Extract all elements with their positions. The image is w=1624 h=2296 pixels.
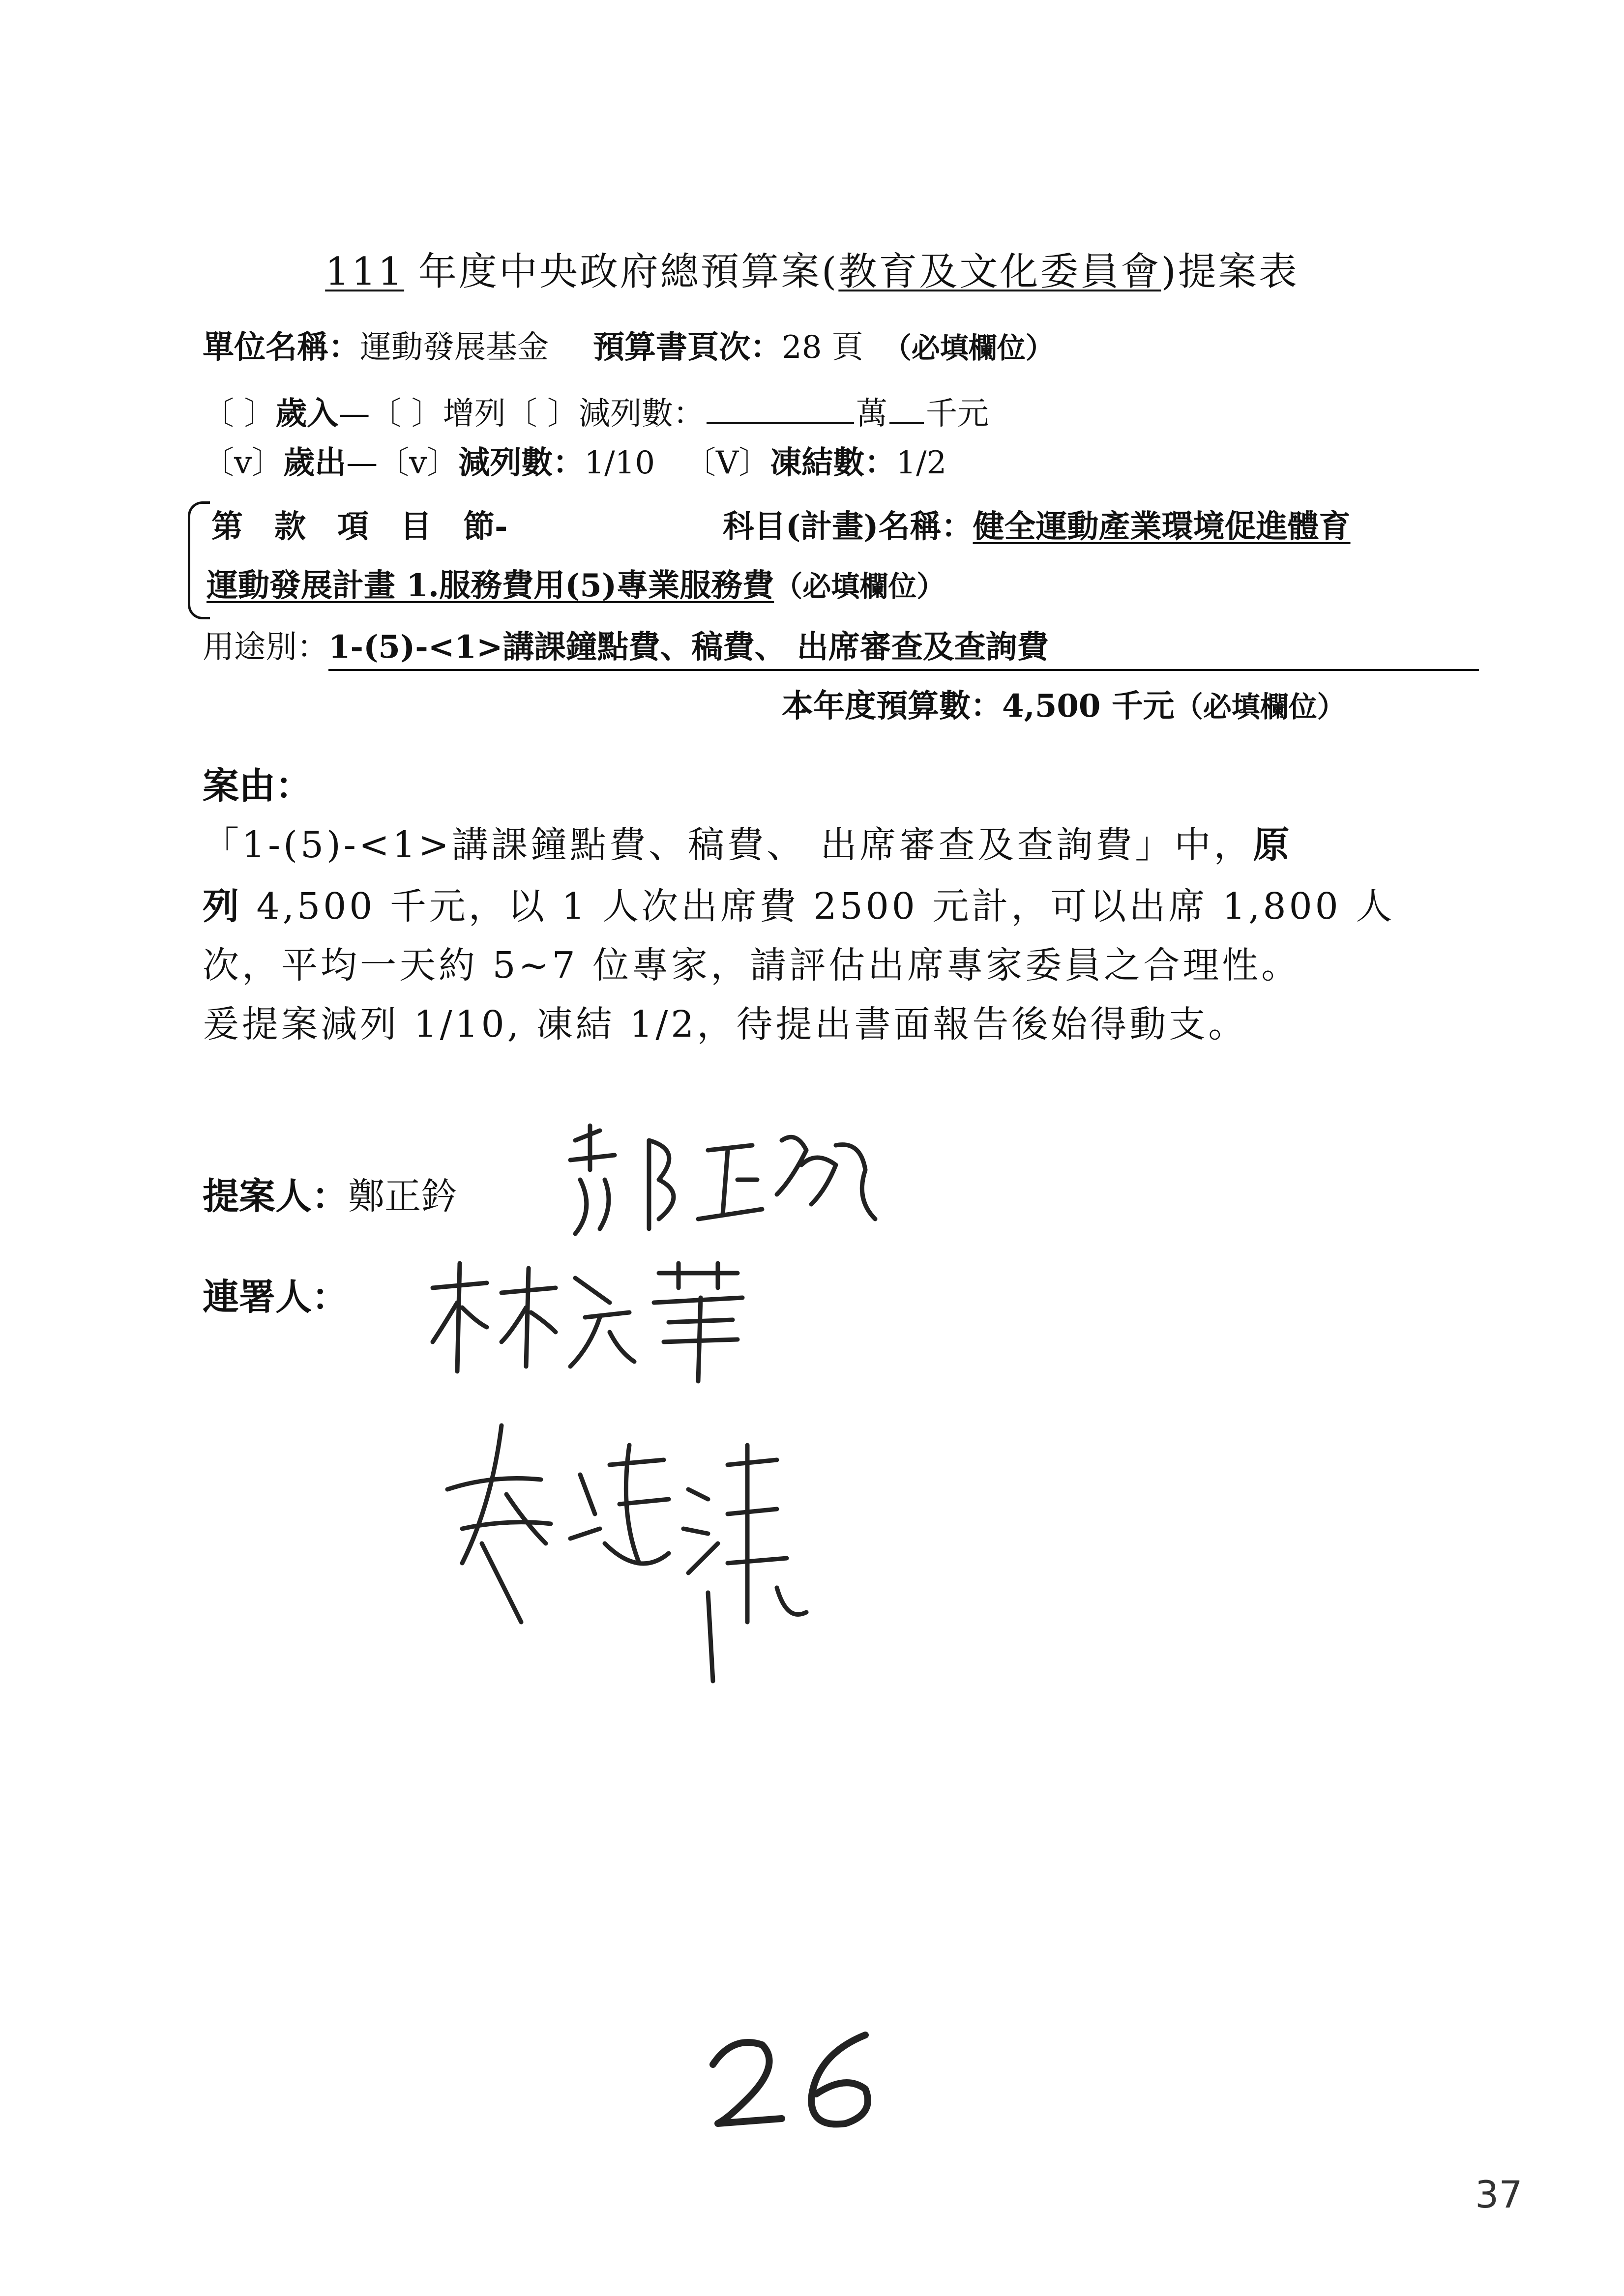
reason-line-1-text: 「1-(5)-<1>講課鐘點費、稿費、 出席審查及查詢費」中， (203, 824, 1253, 866)
handwritten-page-number (703, 2025, 910, 2138)
proposer-name: 鄭正鈐 (348, 1175, 457, 1218)
reason-line-3: 次，平均一天約 5~7 位專家，請評估出席專家委員之合理性。 (203, 944, 1301, 987)
subject-value-2: 運動發展計畫 1.服務費用(5)專業服務費 (207, 567, 774, 604)
expenditure-label: 歲出 (283, 444, 347, 481)
title-year: 111 (325, 250, 405, 294)
reason-line-2 (203, 877, 1395, 930)
section-required-note: （必填欄位） (774, 570, 945, 603)
revenue-box-2: 〔 〕 (370, 396, 443, 432)
proposer-label: 提案人： (203, 1175, 348, 1218)
section-chapter-labels: 第 款 項 目 節- (211, 508, 508, 545)
budget-line (782, 681, 1346, 726)
title-committee: 教育及文化委員會 (838, 250, 1161, 294)
expenditure-decrease-label: 減列數： (458, 444, 585, 481)
reason-line-1 (203, 816, 1293, 868)
reason-heading: 案由： (203, 765, 312, 807)
revenue-unit-qian: 千元 (926, 396, 989, 432)
expenditure-box-2: 〔v〕 (378, 445, 459, 481)
expenditure-freeze-value: 1/2 (896, 445, 947, 481)
subject-label: 科目(計畫)名稱： (723, 508, 973, 545)
unit-value: 運動發展基金 (360, 329, 549, 366)
budget-label: 本年度預算數： (782, 688, 1002, 725)
revenue-blank-amount (707, 422, 854, 424)
expenditure-line (203, 437, 946, 483)
title-prefix: 年度中央政府總預算案( (404, 250, 839, 294)
purpose-label: 用途別： (203, 629, 328, 666)
budget-value: 4,500 千元 (1002, 688, 1175, 725)
reason-line-2-bold: 列 (203, 885, 242, 928)
revenue-label: 歲入 (275, 395, 339, 432)
corner-page-number: 37 (1475, 2173, 1523, 2216)
revenue-unit-wan: 萬 (856, 396, 888, 432)
cosigner-signature-2 (433, 1416, 826, 1691)
cosigners-label: 連署人： (203, 1276, 348, 1318)
expenditure-decrease-value: 1/10 (584, 445, 655, 481)
expenditure-freeze-label: 凍結數： (770, 444, 896, 481)
purpose-value: 1-(5)-<1>講課鐘點費、稿費、 出席審查及查詢費 (328, 622, 1479, 671)
section-line-2 (207, 560, 945, 606)
section-line-1 (211, 501, 1500, 547)
reason-line-2-text: 4,500 千元，以 1 人次出席費 2500 元計，可以出席 1,800 人 (242, 885, 1395, 928)
form-title (0, 241, 1624, 296)
unit-line (203, 322, 1054, 367)
revenue-box-1: 〔 〕 (203, 396, 276, 432)
page-label: 預算書頁次： (593, 329, 782, 366)
page-value: 28 頁 (782, 329, 863, 366)
expenditure-box-3: 〔V〕 (684, 445, 770, 481)
proposer-signature (561, 1121, 905, 1249)
budget-required-note: （必填欄位） (1174, 690, 1346, 724)
revenue-decrease: 減列數： (579, 396, 705, 432)
cosigner-signature-1 (423, 1258, 767, 1386)
revenue-line (203, 388, 989, 434)
unit-required-note: （必填欄位） (883, 331, 1054, 365)
revenue-increase: 增列 (443, 396, 506, 432)
expenditure-box-1: 〔v〕 (203, 445, 284, 481)
revenue-dash: — (338, 396, 370, 432)
revenue-box-3: 〔 〕 (505, 396, 579, 432)
proposer-line (203, 1167, 457, 1220)
title-suffix: )提案表 (1161, 250, 1299, 294)
expenditure-dash: — (346, 445, 378, 481)
reason-line-4: 爰提案減列 1/10, 凍結 1/2，待提出書面報告後始得動支。 (203, 1003, 1248, 1046)
revenue-blank-qian (889, 422, 924, 424)
reason-line-1-bold: 原 (1253, 824, 1293, 866)
subject-value-1: 健全運動產業環境促進體育 (973, 508, 1351, 545)
unit-label: 單位名稱： (203, 329, 360, 366)
purpose-line (203, 622, 1479, 671)
